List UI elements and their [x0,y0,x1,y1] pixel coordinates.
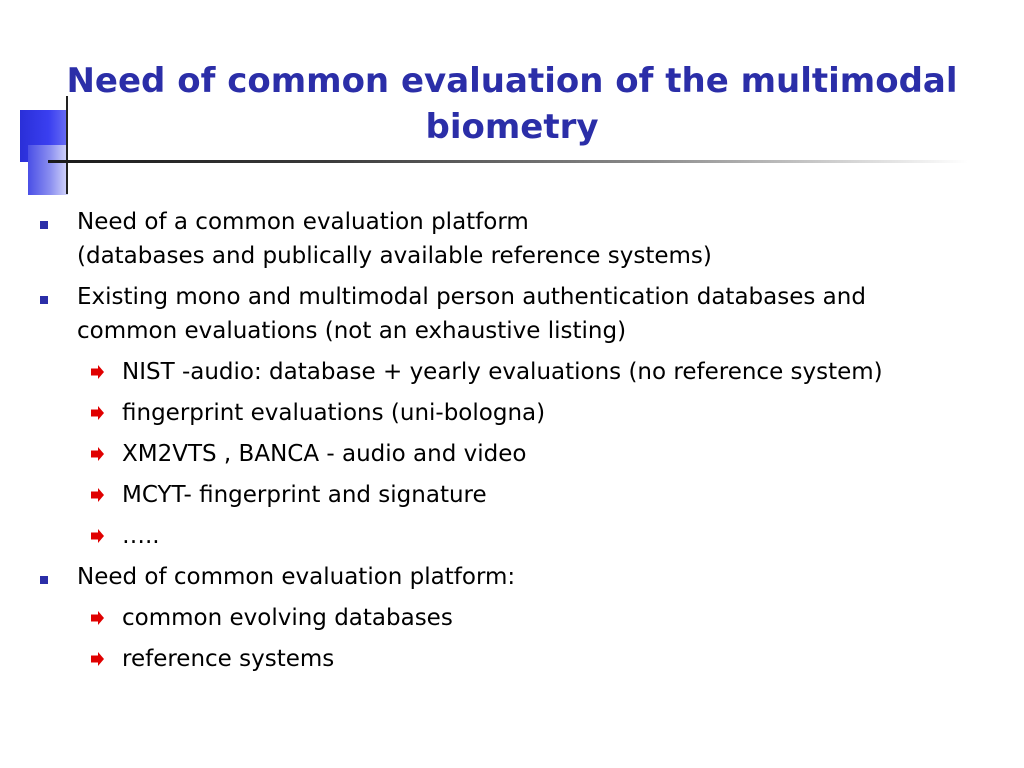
sub-bullet-item [0,642,1024,676]
sub-bullet-text: MCYT- fingerprint and signature [122,482,487,508]
red-arrow-bullet-icon [89,396,107,430]
red-arrow-bullet-icon [89,601,107,635]
sub-bullet-item [0,355,1024,389]
red-arrow-bullet-icon [89,437,107,471]
sub-bullet-text: reference systems [122,646,335,672]
red-arrow-bullet-icon [89,642,107,676]
decorative-gradient-block [28,145,68,195]
bullet-text-line: common evaluations (not an exhaustive listing) [77,318,627,344]
sub-bullet-text: ….. [122,523,160,549]
sub-bullet-item [0,396,1024,430]
sub-bullet-item [0,478,1024,512]
red-arrow-bullet-icon [89,355,107,389]
sub-bullet-text: XM2VTS , BANCA - audio and video [122,441,527,467]
sub-bullet-text: NIST -audio: database + yearly evaluations (no reference system) [122,359,883,385]
bullet-text-line: Need of a common evaluation platform [77,209,529,235]
slide-title: Need of common evaluation of the multimodal biometry [66,61,958,147]
red-arrow-bullet-icon [89,519,107,553]
bullet-text-line: Need of common evaluation platform: [77,564,516,590]
slide-body [0,205,1024,683]
sub-bullet-text: common evolving databases [122,605,453,631]
square-bullet-icon [40,221,48,229]
title-underline [48,160,968,163]
bullet-text-line: (databases and publically available reference systems) [77,243,712,269]
square-bullet-icon [40,296,48,304]
sub-bullet-item [0,519,1024,553]
bullet-item [0,280,1024,348]
sub-bullet-text: fingerprint evaluations (uni-bologna) [122,400,546,426]
bullet-item [0,205,1024,273]
sub-bullet-item [0,437,1024,471]
sub-bullet-item [0,601,1024,635]
bullet-text-line: Existing mono and multimodal person authentication databases and [77,284,866,310]
square-bullet-icon [40,576,48,584]
red-arrow-bullet-icon [89,478,107,512]
bullet-item [0,560,1024,594]
